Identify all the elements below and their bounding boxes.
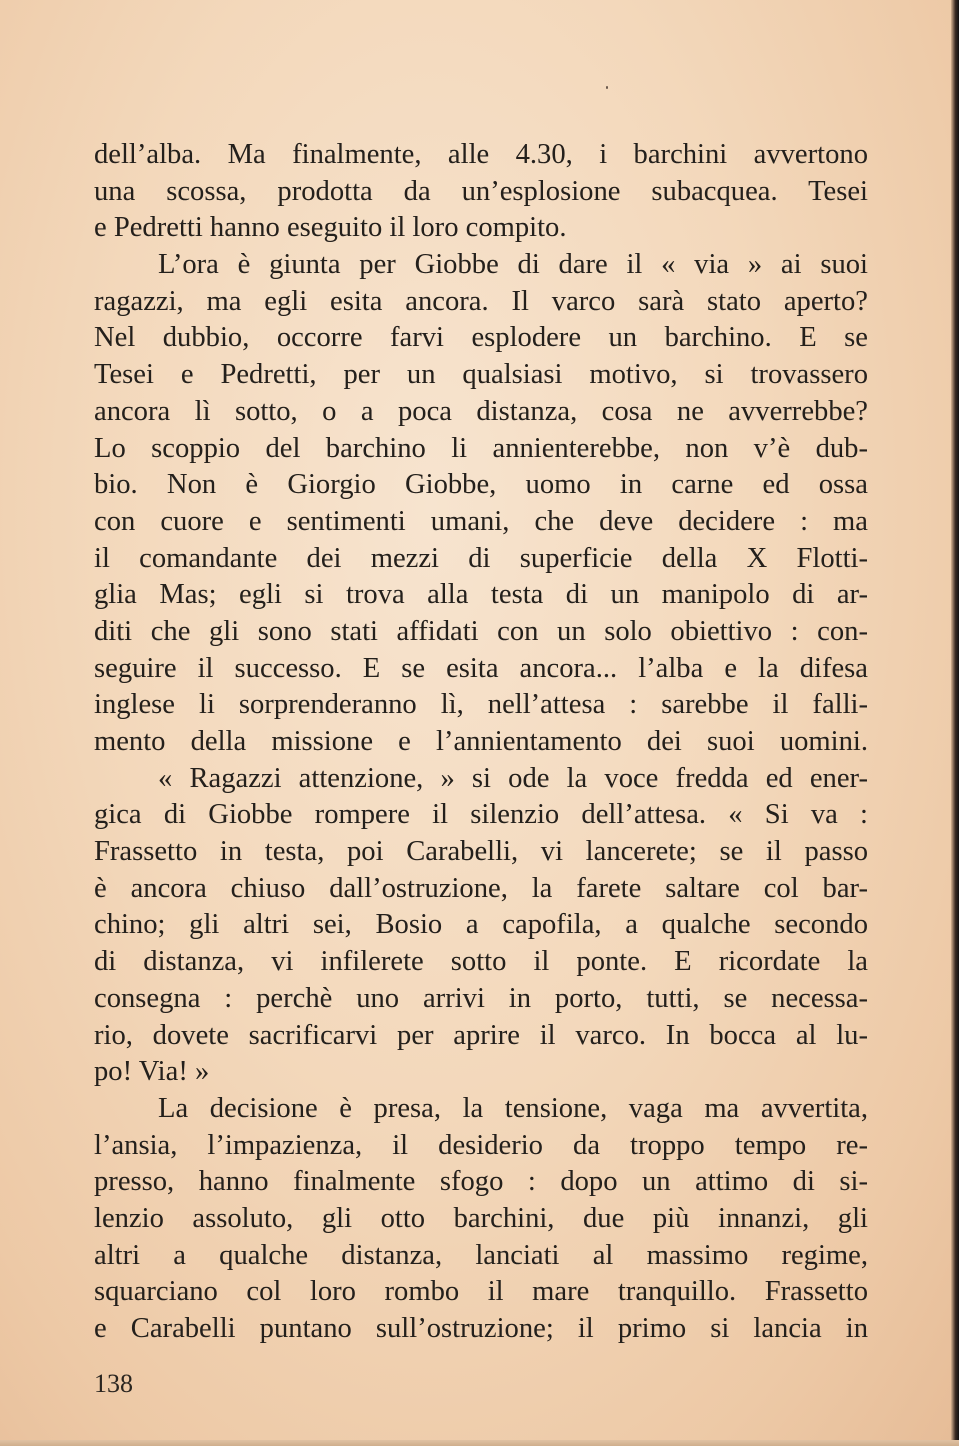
text-line: e Pedretti hanno eseguito il loro compito. (94, 212, 567, 244)
text-line: una scossa, prodotta da un’esplosione subacquea. Tesei (94, 175, 868, 207)
text-line: consegna : perchè uno arrivi in porto, tutti, se necessa- (94, 982, 868, 1014)
text-line: diti che gli sono stati affidati con un solo obiettivo : con- (94, 615, 868, 647)
text-line: è ancora chiuso dall’ostruzione, la farete saltare col bar- (94, 872, 868, 904)
text-line: inglese li sorprenderanno lì, nell’attesa : sarebbe il falli- (94, 689, 868, 721)
text-line: rio, dovete sacrificarvi per aprire il varco. In bocca al lu- (94, 1019, 868, 1051)
text-line: gica di Giobbe rompere il silenzio dell’attesa. « Si va : (94, 799, 868, 831)
text-line: mento della missione e l’annientamento dei suoi uomini. (94, 726, 868, 757)
text-line: chino; gli altri sei, Bosio a capofila, a qualche secondo (94, 909, 868, 941)
text-line: altri a qualche distanza, lanciati al massimo regime, (94, 1239, 868, 1271)
text-line: e Carabelli puntano sull’ostruzione; il primo si lancia in (94, 1313, 868, 1344)
text-line: squarciano col loro rombo il mare tranquillo. Frassetto (94, 1276, 868, 1308)
text-line: dell’alba. Ma finalmente, alle 4.30, i barchini avvertono (94, 139, 868, 170)
text-line: di distanza, vi infilerete sotto il ponte. E ricordate la (94, 946, 868, 978)
text-line: seguire il successo. E se esita ancora... l’alba e la difesa (94, 652, 868, 684)
text-line: glia Mas; egli si trova alla testa di un manipolo di ar- (94, 579, 868, 611)
page-number: 138 (94, 1369, 133, 1398)
text-line: « Ragazzi attenzione, » si ode la voce fredda ed ener- (158, 762, 868, 794)
page-edge (951, 0, 959, 1446)
paper-speck (606, 86, 608, 89)
text-line: ragazzi, ma egli esita ancora. Il varco sarà stato aperto? (94, 285, 868, 317)
text-line: Tesei e Pedretti, per un qualsiasi motivo, si trovassero (94, 359, 868, 391)
body-text (94, 137, 868, 1348)
text-line: Frassetto in testa, poi Carabelli, vi lancerete; se il passo (94, 836, 868, 868)
text-line: lenzio assoluto, gli otto barchini, due più innanzi, gli (94, 1202, 868, 1234)
page-bottom-edge (0, 1440, 959, 1446)
text-line: Lo scoppio del barchino li annienterebbe, non v’è dub- (94, 432, 868, 464)
text-line: con cuore e sentimenti umani, che deve decidere : ma (94, 505, 868, 537)
text-line: presso, hanno finalmente sfogo : dopo un attimo di si- (94, 1166, 868, 1198)
text-line: po! Via! » (94, 1056, 210, 1088)
text-line: L’ora è giunta per Giobbe di dare il « via » ai suoi (158, 249, 868, 281)
text-line: Nel dubbio, occorre farvi esplodere un barchino. E se (94, 322, 868, 354)
text-line: l’ansia, l’impazienza, il desiderio da troppo tempo re- (94, 1129, 868, 1161)
text-line: La decisione è presa, la tensione, vaga ma avvertita, (158, 1092, 868, 1124)
text-line: ancora lì sotto, o a poca distanza, cosa ne avverrebbe? (94, 395, 868, 427)
text-line: il comandante dei mezzi di superficie della X Flotti- (94, 542, 868, 574)
text-line: bio. Non è Giorgio Giobbe, uomo in carne ed ossa (94, 469, 868, 501)
